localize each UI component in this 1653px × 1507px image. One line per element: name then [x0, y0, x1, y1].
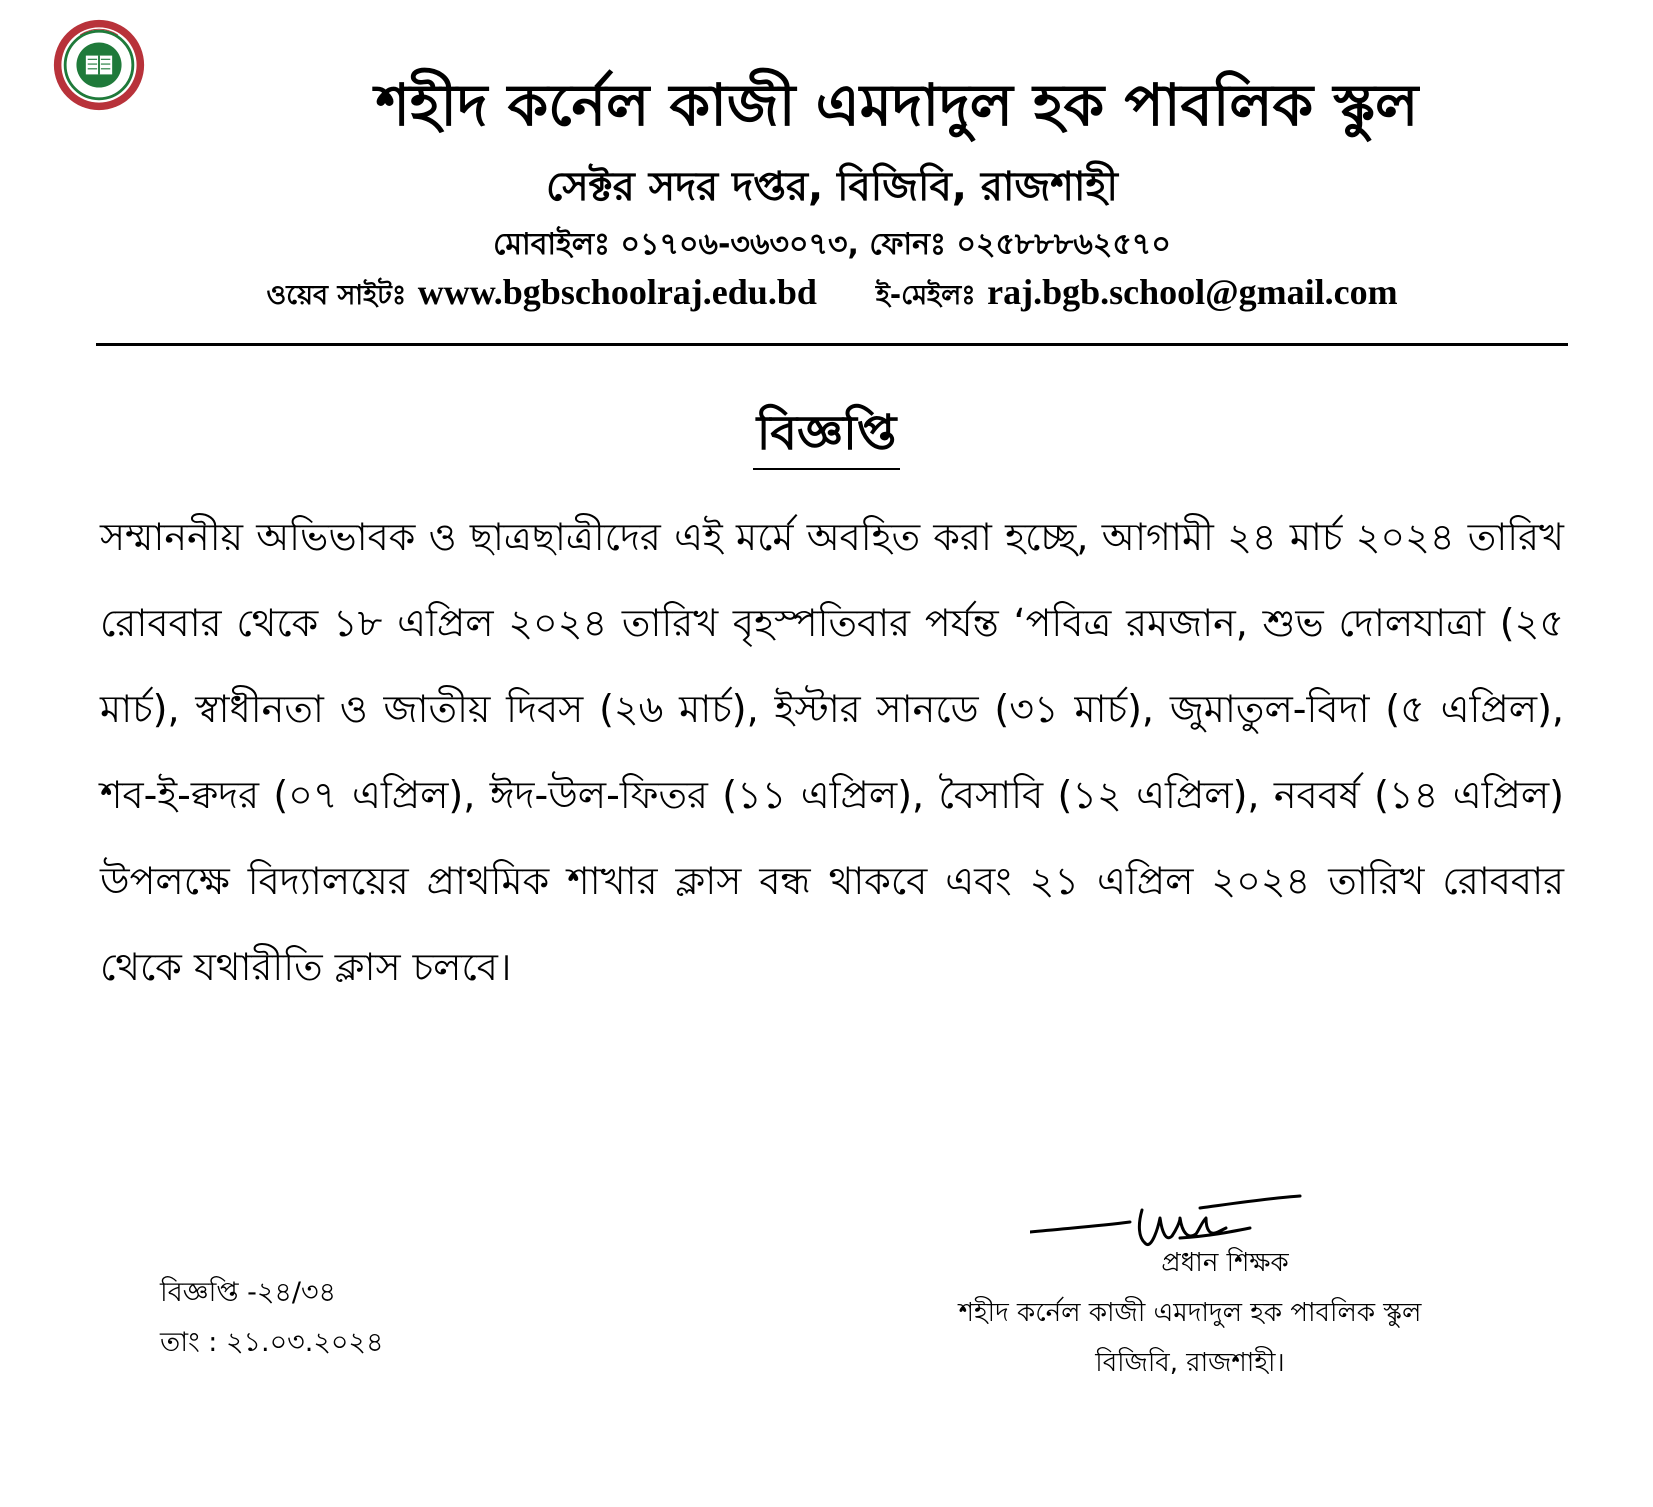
school-address: সেক্টর সদর দপ্তর, বিজিবি, রাজশাহী [546, 164, 1118, 210]
reference-date: তাং : ২১.০৩.২০২৪ [160, 1327, 384, 1358]
reference-block [160, 1268, 384, 1368]
notice-title-text: বিজ্ঞপ্তি [753, 400, 901, 470]
email-link[interactable]: raj.bgb.school@gmail.com [987, 272, 1398, 312]
reference-number: বিজ্ঞপ্তি -২৪/৩৪ [160, 1277, 337, 1308]
contact-phone: মোবাইলঃ ০১৭০৬-৩৬৩০৭৩, ফোনঃ ০২৫৮৮৮৬২৫৭০ [493, 227, 1171, 262]
signatory-title: প্রধান শিক্ষক [1161, 1248, 1289, 1278]
header-divider [96, 343, 1568, 346]
school-name: শহীদ কর্নেল কাজী এমদাদুল হক পাবলিক স্কুল [375, 71, 1419, 139]
notice-body: সম্মাননীয় অভিভাবক ও ছাত্রছাত্রীদের এই মর্মে অবহিত করা হচ্ছে, আগামী ২৪ মার্চ ২০২৪ তারিখ রোববার থেকে ১৮ এপ্রিল ২০২৪ তারিখ বৃহস্পতিবার পর্যন্ত ‘পবিত্র রমজান, শুভ দোলযাত্রা (২৫ মার্চ), স্বাধীনতা ও জাতীয় দিবস (২৬ মার্চ), ইস্টার সানডে (৩১ মার্চ), জুমাতুল-বিদা (৫ এপ্রিল), শব-ই-ক্বদর (০৭ এপ্রিল), ঈদ-উল-ফিতর (১১ এপ্রিল), বৈসাবি (১২ এপ্রিল), নববর্ষ (১৪ এপ্রিল) উপলক্ষে বিদ্যালয়ের প্রাথমিক শাখার ক্লাস বন্ধ থাকবে এবং ২১ এপ্রিল ২০২৪ তারিখ রোববার থেকে যথারীতি ক্লাস চলবে। [100, 515, 1565, 989]
signatory-school: শহীদ কর্নেল কাজী এমদাদুল হক পাবলিক স্কুল [958, 1298, 1422, 1328]
notice-title [0, 400, 1653, 470]
signatory-block [880, 1238, 1500, 1388]
signatory-location: বিজিবি, রাজশাহী। [1095, 1348, 1285, 1378]
website-link[interactable]: www.bgbschoolraj.edu.bd [417, 272, 817, 312]
website-label: ওয়েব সাইটঃ [266, 280, 407, 311]
letterhead [96, 60, 1568, 320]
email-label: ই-মেইলঃ [875, 280, 976, 311]
web-contact-line [96, 268, 1568, 320]
